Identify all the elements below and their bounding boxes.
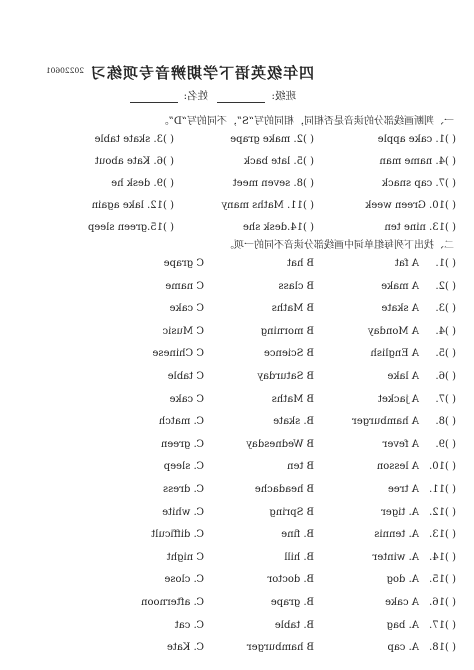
part2-option-b: B. doctor bbox=[267, 574, 314, 586]
part2-option-c: C cake bbox=[169, 303, 204, 315]
part2-option-b: B. hill bbox=[284, 551, 314, 563]
part2-option-c: C. dress bbox=[162, 484, 204, 495]
part2-option-a: A. tennis bbox=[374, 529, 419, 541]
part2-option-a: A fever bbox=[382, 438, 419, 450]
part2-option-c: C Chinese bbox=[152, 348, 204, 360]
part2-option-a: A. winter bbox=[372, 551, 419, 563]
part2-option-b: B Wednesday bbox=[246, 438, 314, 450]
part2-option-c: C table bbox=[167, 371, 204, 382]
part2-number: ( )13. bbox=[429, 529, 456, 541]
part2-option-c: C. close bbox=[164, 574, 204, 586]
part2-option-b: B class bbox=[278, 280, 314, 292]
part2-number: ( )11. bbox=[429, 484, 456, 495]
page-title: 四年级英语下学期辨音专项练习 bbox=[89, 64, 314, 82]
part2-option-b: B hat bbox=[287, 258, 314, 269]
part2-option-a: A fat bbox=[394, 258, 419, 269]
part2-option-a: A lesson bbox=[376, 461, 419, 473]
part2-number: ( )5. bbox=[435, 348, 456, 360]
part2-option-b: B. skate bbox=[273, 416, 314, 428]
part2-option-a: A English bbox=[370, 348, 419, 360]
part2-number: ( )1. bbox=[435, 258, 456, 269]
part2-number: ( )18. bbox=[429, 642, 456, 654]
class-label: 班级: bbox=[271, 90, 296, 102]
part2-option-b: B Maths bbox=[271, 393, 314, 405]
part2-option-c: C. green bbox=[160, 438, 204, 450]
part1-item: ( )6. Kate about bbox=[94, 156, 174, 167]
part1-item: ( )1. cake apple bbox=[377, 134, 456, 145]
part2-option-b: B headache bbox=[254, 484, 314, 495]
part2-number: ( )16. bbox=[429, 597, 456, 608]
part2-number: ( )4. bbox=[435, 325, 456, 337]
part1-item: ( )2. make grape bbox=[230, 134, 314, 145]
part2-option-c: C. sleep bbox=[163, 461, 204, 473]
name-blank[interactable] bbox=[130, 92, 178, 103]
part2-option-a: A. tiger bbox=[381, 506, 419, 518]
part2-option-c: C. match bbox=[158, 416, 204, 428]
part2-option-b: B ten bbox=[287, 461, 314, 473]
part2-option-a: A lake bbox=[387, 371, 419, 382]
part2-option-a: A cake bbox=[385, 597, 419, 608]
part2-option-c: C name bbox=[165, 280, 204, 292]
part2-option-b: B morning bbox=[260, 325, 314, 337]
part2-number: ( )15. bbox=[429, 574, 456, 586]
part2-option-c: C cake bbox=[169, 393, 204, 405]
part2-option-a: A jacket bbox=[377, 393, 419, 405]
part2-number: ( )8. bbox=[435, 416, 456, 428]
part1-item: ( )3. skate table bbox=[94, 134, 174, 145]
date-code: 20220601 bbox=[45, 66, 84, 75]
part2-number: ( )9. bbox=[435, 438, 456, 450]
part1-item: ( )14.desk she bbox=[242, 222, 314, 233]
part1-item: ( )4. name man bbox=[379, 156, 456, 167]
part2-option-c: C. afternoon bbox=[141, 597, 204, 608]
part2-option-a: A tree bbox=[387, 484, 419, 495]
part2-number: ( )10. bbox=[429, 461, 456, 473]
part2-number: ( )3. bbox=[435, 303, 456, 315]
part1-item: ( )7. cap snack bbox=[381, 178, 456, 189]
part2-number: ( )2. bbox=[435, 280, 456, 292]
part2-option-a: A hamburger bbox=[351, 416, 419, 428]
part1-item: ( )8. seven meet bbox=[232, 178, 314, 189]
part2-option-c: C. Kate bbox=[166, 642, 204, 654]
part2-option-a: A skate bbox=[381, 303, 419, 315]
part2-option-b: B. fine bbox=[281, 529, 314, 541]
part1-item: ( )5. late back bbox=[244, 156, 314, 167]
part2-option-a: A. bag bbox=[386, 619, 419, 631]
part2-number: ( )14. bbox=[429, 551, 456, 563]
part1-item: ( )9. desk he bbox=[111, 178, 174, 189]
part1-item: ( )13. nine ten bbox=[384, 222, 456, 233]
part2-option-c: C. cat bbox=[174, 619, 204, 631]
class-blank[interactable] bbox=[217, 92, 265, 103]
part2-number: ( )7. bbox=[435, 393, 456, 405]
part2-instruction: 二、找出下列每组单词中画线部分读音不同的一项。 bbox=[224, 240, 454, 251]
part1-item: ( )12. lake again bbox=[91, 200, 174, 211]
part2-option-a: A make bbox=[381, 280, 419, 292]
part2-number: ( )12. bbox=[429, 506, 456, 518]
part2-option-a: A Monday bbox=[367, 325, 419, 337]
part1-item: ( )11. Maths many bbox=[221, 200, 314, 211]
student-info bbox=[124, 88, 296, 103]
part2-option-a: A. cap bbox=[387, 642, 419, 654]
part2-option-c: C grape bbox=[163, 258, 204, 269]
part2-option-c: C night bbox=[166, 551, 204, 563]
name-label: 姓名: bbox=[183, 90, 209, 102]
part1-item: ( )10. Green week bbox=[365, 200, 456, 211]
part2-option-a: A. dog bbox=[386, 574, 419, 586]
part2-number: ( )6. bbox=[435, 371, 456, 382]
part2-option-c: C. white bbox=[162, 506, 204, 518]
part2-option-b: B Science bbox=[263, 348, 314, 360]
part2-option-b: B hamburger bbox=[246, 642, 314, 654]
part2-option-c: C Music bbox=[162, 325, 204, 337]
part1-item: ( )15.green sleep bbox=[87, 222, 174, 233]
part2-option-b: B Spring bbox=[269, 506, 314, 518]
part1-instruction: 一、判断画线部分的读音是否相同，相同的写“S”，不同的写“D”。 bbox=[158, 116, 454, 127]
part2-option-b: B. table bbox=[274, 619, 314, 631]
part2-option-b: B. grape bbox=[270, 597, 314, 608]
part2-number: ( )17. bbox=[429, 619, 456, 631]
part2-option-b: B Saturday bbox=[257, 371, 314, 382]
part2-option-c: C. difficult bbox=[151, 529, 204, 541]
part2-option-b: B Maths bbox=[271, 303, 314, 315]
